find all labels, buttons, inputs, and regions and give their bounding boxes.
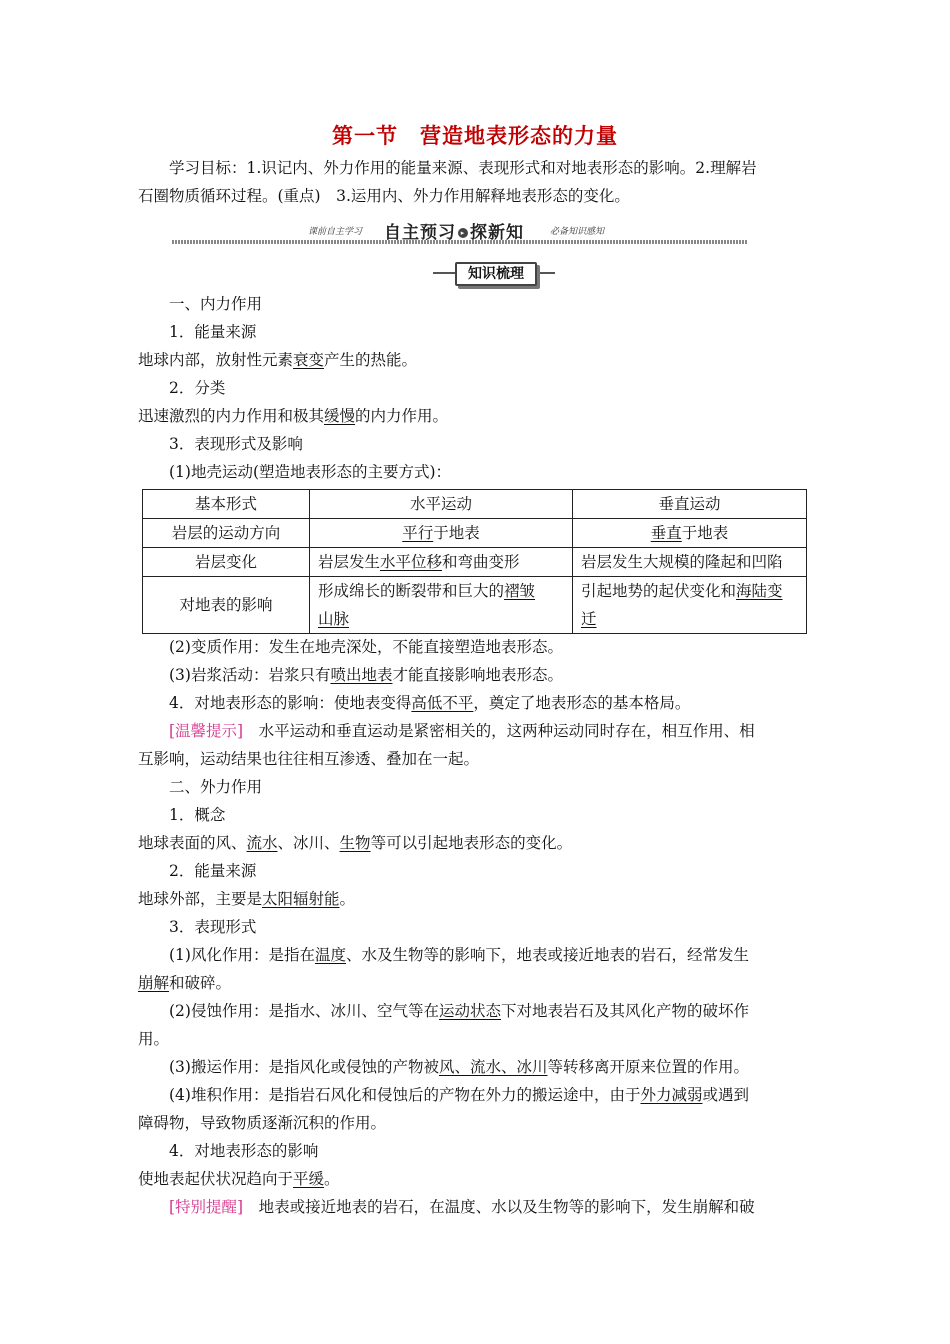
erosion-line-1: (2)侵蚀作用：是指水、冰川、空气等在运动状态下对地表岩石及其风化产物的破坏作 — [169, 1002, 749, 1020]
outer-sub-2-text: 地球外部，主要是太阳辐射能。 — [138, 890, 356, 908]
table-row — [143, 519, 807, 548]
table-cell: 对地表的影响 — [143, 577, 310, 634]
banner-left-caption: 课前自主学习 — [308, 227, 363, 237]
weathering-line-2: 崩解和破碎。 — [138, 974, 232, 992]
erosion-line-2: 用。 — [138, 1030, 170, 1048]
table-cell: 基本形式 — [143, 490, 310, 519]
table-cell: 岩层变化 — [143, 548, 310, 577]
heading-inner: 一、内力作用 — [169, 295, 263, 313]
table-cell: 垂直运动 — [573, 490, 807, 519]
table-cell: 平行于地表 — [310, 519, 573, 548]
section-tag-label: 知识梳理 — [455, 262, 537, 286]
heading-outer: 二、外力作用 — [169, 778, 263, 796]
goal-line-2: 石圈物质循环过程。(重点) 3.运用内、外力作用解释地表形态的变化。 — [138, 187, 630, 205]
banner-heading-part2: 探新知 — [470, 223, 524, 243]
learning-goals — [138, 154, 814, 210]
table-cell: 水平运动 — [310, 490, 573, 519]
outer-sub-2: 2．能量来源 — [169, 862, 257, 880]
section-tag — [433, 262, 555, 284]
crustal-movement-table — [142, 489, 807, 634]
transport-line: (3)搬运作用：是指风化或侵蚀的产物被风、流水、冰川等转移离开原来位置的作用。 — [169, 1058, 749, 1076]
inner-sub-2-text: 迅速激烈的内力作用和极其缓慢的内力作用。 — [138, 407, 449, 425]
table-row — [143, 490, 807, 519]
arrow-icon: ▸ — [458, 228, 468, 238]
deposition-line-1: (4)堆积作用：是指岩石风化和侵蚀后的产物在外力的搬运途中，由于外力减弱或遇到 — [169, 1086, 749, 1104]
goal-line-1: 学习目标：1.识记内、外力作用的能量来源、表现形式和对地表形态的影响。2.理解岩 — [169, 159, 757, 177]
magma-line: (3)岩浆活动：岩浆只有喷出地表才能直接影响地表形态。 — [169, 666, 563, 684]
table-row — [143, 548, 807, 577]
outer-sub-1-text: 地球表面的风、流水、冰川、生物等可以引起地表形态的变化。 — [138, 834, 573, 852]
inner-sub-3: 3．表现形式及影响 — [169, 435, 303, 453]
inner-impact-line: 4．对地表形态的影响：使地表变得高低不平，奠定了地表形态的基本格局。 — [169, 694, 691, 712]
special-remind-label: [特别提醒] — [169, 1198, 244, 1216]
section-banner — [172, 218, 748, 248]
outer-sub-4: 4．对地表形态的影响 — [169, 1142, 319, 1160]
after-table-section — [138, 633, 814, 1221]
page-title: 第一节 营造地表形态的力量 — [332, 124, 618, 148]
special-remind-line: [特别提醒] 地表或接近地表的岩石，在温度、水以及生物等的影响下，发生崩解和破 — [169, 1198, 755, 1216]
warm-tip-label: [温馨提示] — [169, 722, 244, 740]
warm-tip-line-1: [温馨提示] 水平运动和垂直运动是紧密相关的，这两种运动同时存在，相互作用、相 — [169, 722, 755, 740]
outer-sub-4-text: 使地表起伏状况趋向于平缓。 — [138, 1170, 340, 1188]
inner-sub-3-1: (1)地壳运动(塑造地表形态的主要方式)： — [169, 463, 452, 481]
banner-right-caption: 必备知识感知 — [550, 227, 605, 237]
outer-sub-3: 3．表现形式 — [169, 918, 257, 936]
inner-force-section — [138, 290, 814, 486]
weathering-line-1: (1)风化作用：是指在温度、水及生物等的影响下，地表或接近地表的岩石，经常发生 — [169, 946, 749, 964]
table-cell: 垂直于地表 — [573, 519, 807, 548]
table-row — [143, 577, 807, 634]
table-cell: 岩层发生水平位移和弯曲变形 — [310, 548, 573, 577]
inner-sub-1-text: 地球内部，放射性元素衰变产生的热能。 — [138, 351, 418, 369]
table-cell: 岩层的运动方向 — [143, 519, 310, 548]
table-cell: 岩层发生大规模的隆起和凹陷 — [573, 548, 807, 577]
banner-heading — [384, 218, 524, 243]
banner-heading-part1: 自主预习 — [384, 223, 456, 243]
deposition-line-2: 障碍物，导致物质逐渐沉积的作用。 — [138, 1114, 387, 1132]
metamorphism-line: (2)变质作用：发生在地壳深处，不能直接塑造地表形态。 — [169, 638, 563, 656]
outer-sub-1: 1．概念 — [169, 806, 226, 824]
table-cell: 形成绵长的断裂带和巨大的褶皱 山脉 — [310, 577, 573, 634]
inner-sub-1: 1．能量来源 — [169, 323, 257, 341]
inner-sub-2: 2．分类 — [169, 379, 226, 397]
warm-tip-line-2: 互影响，运动结果也往往相互渗透、叠加在一起。 — [138, 750, 480, 768]
table-cell: 引起地势的起伏变化和海陆变 迁 — [573, 577, 807, 634]
